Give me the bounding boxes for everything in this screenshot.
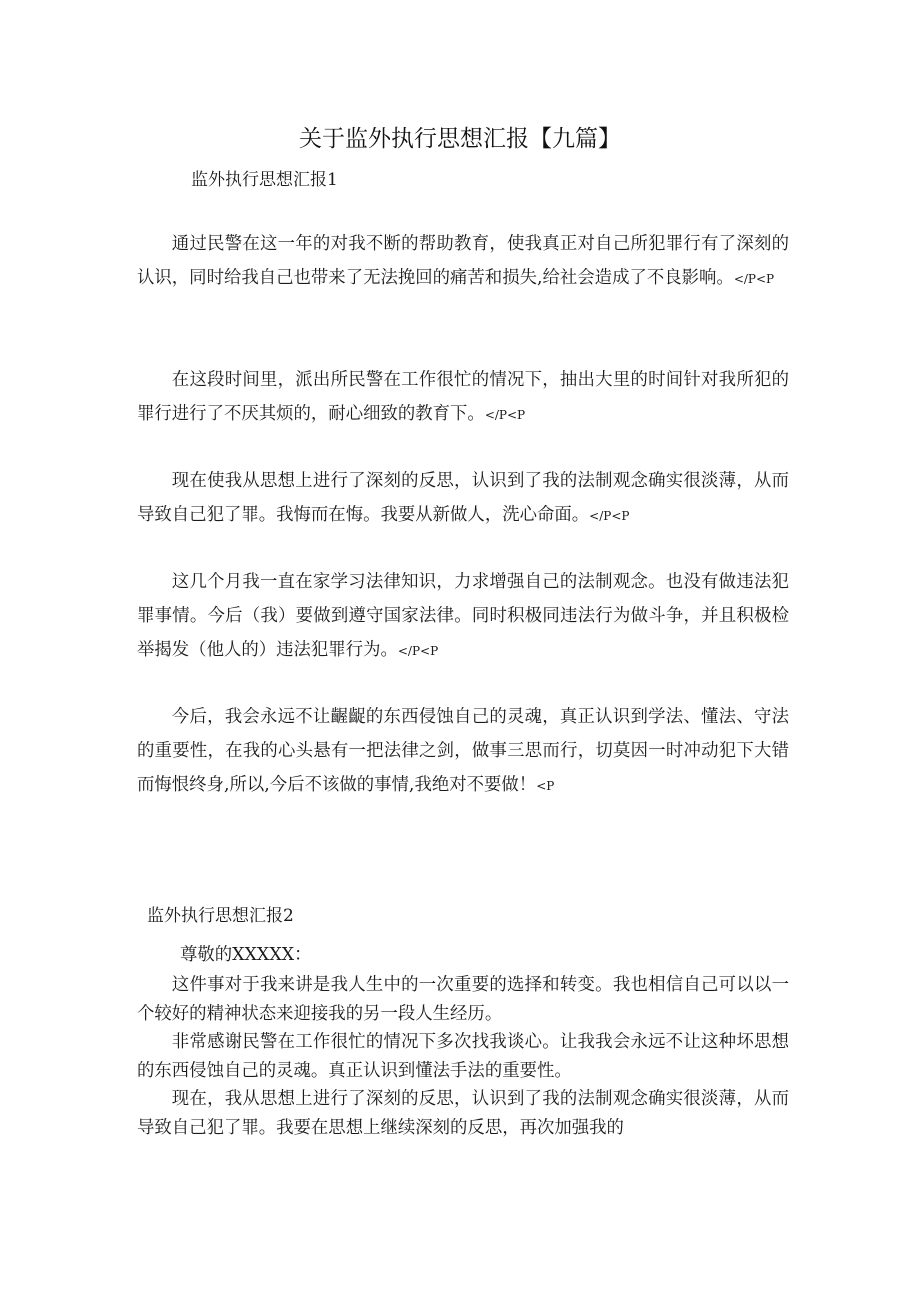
section-1-heading: 监外执行思想汇报1	[191, 170, 338, 190]
paragraph-text: 通过民警在这一年的对我不断的帮助教育，使我真正对自己所犯罪行有了深刻的认识，同时给我自己也带来了无法挽回的痛苦和损失,给社会造成了不良影响。	[137, 234, 789, 288]
section-1-paragraph-1	[137, 227, 789, 296]
paragraph-text: 这几个月我一直在家学习法律知识，力求增强自己的法制观念。也没有做违法犯罪事情。今后（我）要做到遵守国家法律。同时积极同违法行为做斗争，并且积极检举揭发（他人的）违法犯罪行为。	[137, 572, 789, 660]
document-title: 关于监外执行思想汇报【九篇】	[299, 126, 621, 152]
section-1-paragraph-2	[137, 363, 789, 432]
section-1-paragraph-3	[137, 464, 789, 533]
section-2-heading: 监外执行思想汇报2	[147, 906, 294, 926]
section-2-paragraph-3: 现在，我从思想上进行了深刻的反思，认识到了我的法制观念确实很淡薄，从而导致自己犯了罪。我要在思想上继续深刻的反思，再次加强我的	[137, 1089, 789, 1138]
markup-remnant: </P<P	[397, 644, 439, 658]
markup-remnant: </P<P	[589, 509, 630, 523]
section-1-paragraph-5	[137, 700, 789, 803]
paragraph-text: 在这段时间里，派出所民警在工作很忙的情况下，抽出大里的时间针对我所犯的罪行进行了不厌其烦的，耐心细致的教育下。	[137, 370, 789, 424]
paragraph-text: 今后，我会永远不让齷齪的东西侵蚀自己的灵魂，真正认识到学法、懂法、守法的重要性，在我的心头悬有一把法律之剑，做事三思而行，切莫因一时冲动犯下大错而悔恨终身,所以,今后不该做的事情,我绝对不要做！	[137, 707, 789, 795]
section-2-paragraph-2: 非常感谢民警在工作很忙的情况下多次找我谈心。让我我会永远不让这种坏思想的东西侵蚀自己的灵魂。真正认识到懂法手法的重要性。	[137, 1032, 789, 1081]
section-2-paragraph-1: 这件事对于我来讲是我人生中的一次重要的选择和转变。我也相信自己可以以一个较好的精神状态来迎接我的另一段人生经历。	[137, 975, 789, 1024]
markup-remnant: </P<P	[484, 408, 526, 422]
paragraph-text: 现在使我从思想上进行了深刻的反思，认识到了我的法制观念确实很淡薄，从而导致自己犯了罪。我悔而在悔。我要从新做人，洗心命面。	[137, 471, 789, 525]
salutation: 尊敬的XXXXX：	[180, 945, 312, 965]
section-1-paragraph-4	[137, 565, 789, 668]
markup-remnant: </P<P	[733, 272, 775, 286]
markup-remnant: <P	[536, 779, 555, 793]
